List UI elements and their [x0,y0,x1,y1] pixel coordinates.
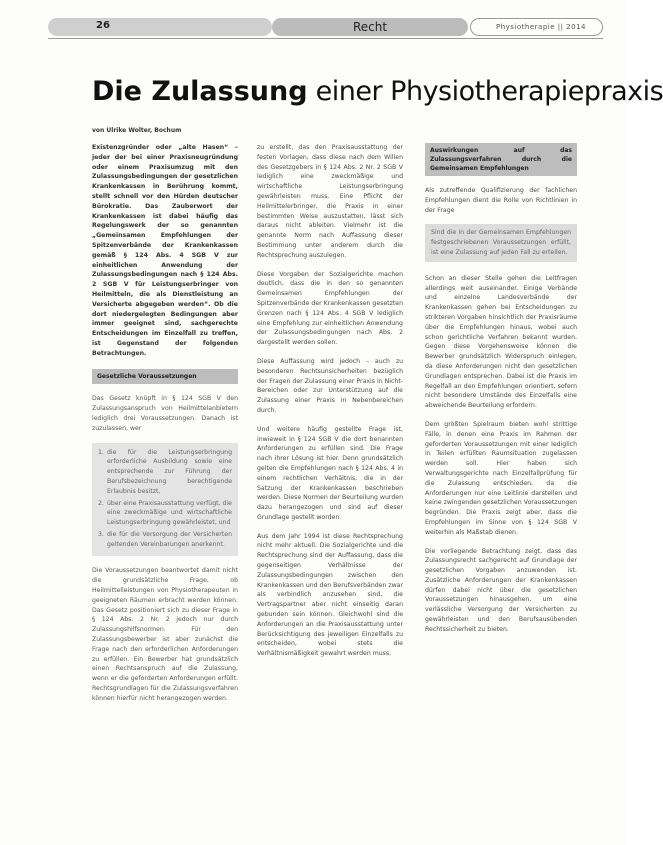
page-number: 26 [96,20,110,31]
body-paragraph: Das Gesetz knüpft in § 124 SGB V den Zulassungsanspruch von Heilmittelanbietern lediglich drei Voraussetzungen. Danach ist zuzulassen, wer [92,395,238,432]
header-rule [48,38,603,39]
title-bold: Die Zulassung [92,76,308,107]
list-item: 3. die für die Versorgung der Versicherten geltenden Vereinbarungen anerkennt. [98,530,232,548]
subheading-gesetzliche: Gesetzliche Voraussetzungen [92,369,238,385]
column-3 [425,143,577,644]
column-2 [257,143,403,668]
body-paragraph: Die Voraussetzungen beantwortet damit nicht die grundsätzliche Frage, ob Heilmittelleistungen von Physiotherapeuten in geeigneten Räumen erbracht werden können. Das Gesetz positioniert sich zu dieser Frage in § 124 Abs. 2 Nr. 2 jedoch nur durch Zulassungshilfsnormen. Für den Zulassungsbewerber ist aber zunächst die Frage nach den erforderlichen Anforderungen zu erfüllen. Ein Bewerber hat grundsätzlich einen Rechtsanspruch auf die Zulassung, wenn er die geforderten Anforderungen erfüllt. Rechtsgrundlagen für die Zulassungsverfahren können hierfür nicht herangezogen werden. [92,567,238,702]
column-1 [92,143,238,713]
intro-paragraph: Existenzgründer oder „alte Hasen“ – jeder der bei einer Praxisneugründung oder einem Praxisumzug mit den Zulassungsbedingungen der gesetzlichen Krankenkassen in Berührung kommt, stellt schnell vor den Hürden deutscher Bürokratie. Das Zauberwort der Krankenkassen ist dabei häufig das Regelungswerk der so genannten „Gemeinsamen Empfehlungen der Spitzenverbände der Krankenkassen gemäß § 124 Abs. 4 SGB V zur einheitlichen Anwendung der Zulassungsbedingungen nach § 124 Abs. 2 SGB V für Leistungserbringer von Heilmitteln, die als Dienstleistung an Versicherte abgegeben werden“. Ob die dort niedergelegten Bedingungen aber immer geeignet sind, sachgerechte Entscheidungen im Einzelfall zu treffen, ist Gegenstand der folgenden Betrachtungen. [92,144,238,357]
body-paragraph: Diese Auffassung wird jedoch – auch zu besonderen Rechtsunsicherheiten bezüglich der Fragen der Zulassung einer Praxis in Nicht-Bereichen oder zur Unterstützung auf die Zulassung einer Praxis in Nebenbereichen durch. [257,357,403,414]
subheading-auswirkungen: Auswirkungen auf das Zulassungsverfahren durch die Gemeinsamen Empfehlungen [425,143,577,176]
header-section: Recht [272,18,468,36]
highlight-box: Sind die in der Gemeinsamen Empfehlungen festgeschriebenen Voraussetzungen erfüllt, ist eine Zulassung auf jeden Fall zu erteilen. [425,224,577,261]
title-regular: einer Physiotherapiepraxis [307,76,663,107]
body-paragraph: Als zutreffende Qualifizierung der fachlichen Empfehlungen dient die Rolle von Richtlinien in der Frage [425,187,577,214]
header-page-tab [48,18,272,36]
body-paragraph: Die vorliegende Betrachtung zeigt, dass das Zulassungsrecht sachgerecht auf Grundlage der gesetzlichen Vorgaben anzuwenden ist. Zusätzliche Anforderungen der Krankenkassen dürfen dabei nicht über die gesetzlichen Voraussetzungen hinausgehen, um eine verlässliche Versorgung der Versicherten zu gewährleisten und den Berufsausübenden Rechtssicherheit zu bieten. [425,547,577,633]
article-title [92,76,663,107]
body-paragraph: Diese Vorgaben der Sozialgerichte machen deutlich, dass die in den so genannten Gemeinsamen Empfehlungen der Spitzenverbände der Krankenkassen gesetzten Grenzen nach § 124 Abs. 4 SGB V lediglich eine Empfehlung zur einheitlichen Anwendung der Zulassungsbedingungen nach Abs. 2 dargestellt werden sollen. [257,270,403,347]
body-paragraph: Dem größten Spielraum bieten wohl strittige Fälle, in denen eine Praxis im Rahmen der geforderten Voraussetzungen mit einer lediglich in Teilen erfüllten Raumsituation zugelassen werden soll. Hier haben sich Verwaltungsgerichte nach Einzelfallprüfung für die Zulassung entschieden, da die Anforderungen nur eine Leitlinie darstellen und keine zwingenden gesetzlichen Voraussetzungen begründen. Die Praxis zeigt aber, dass die Empfehlungen im Sinne von § 124 SGB V weiterhin als Maßstab dienen. [425,420,577,536]
header-issue: Physiotherapie || 2014 [470,18,603,36]
article-author: von Ulrike Wolter, Bochum [92,127,182,134]
body-paragraph: Schon an dieser Stelle gehen die Leitfragen allerdings weit auseinander. Einige Verbände und einzelne Landesverbände der Krankenkassen gehen bei Entscheidungen zu strikteren Vorgaben hinsichtlich der Praxisräume über die Empfehlungen hinaus, wobei auch schon gerichtliche Verfahren bekannt wurden. Gegen diese Vorgehensweise können die Bewerber grundsätzlich Widerspruch einlegen, da diese Anforderungen nicht den gesetzlichen Grundlagen entsprechen. Dabei ist die Praxis im Regelfall an den Empfehlungen orientiert, sofern nicht besondere Umstände des Einzelfalls eine abweichende Beurteilung erfordern. [425,274,577,410]
list-item: 2. über eine Praxisausstattung verfügt, die eine zweckmäßige und wirtschaftliche Leistungserbringung gewährleistet, und [98,499,232,527]
body-paragraph: zu erstellt, das den Praxisausstattung der festen Vorlagen, dass diese nach dem Willen des Gesetzgebers in § 124 Abs. 2 Nr. 2 SGB V lediglich eine zweckmäßige und wirtschaftliche Leistungserbringung gewährleisten muss. Eine Pflicht der Heilmittelerbringer, die Praxis in einer bestimmten Weise auszustatten, lässt sich daraus nicht ableiten. Vielmehr ist die genannte Norm nach Auffassung dieser Bestimmung unter anderem durch die Rechtsprechung auszulegen. [257,144,403,259]
body-paragraph: Und weitere häufig gestellte Frage ist, inwieweit in § 124 SGB V die dort benannten Anforderungen zu erfüllen sind. Die Frage nach ihrer Lösung ist hier. Denn grundsätzlich gelten die Empfehlungen nach § 124 Abs. 4 in einem rechtlichen Verhältnis, die in der Satzung der Krankenkassen beschrieben werden. Diese Normen der Beurteilung wurden dazu herangezogen und sind auf dieser Grundlage gestellt worden. [257,425,403,521]
body-paragraph: Aus dem Jahr 1994 ist diese Rechtsprechung nicht mehr aktuell. Die Sozialgerichte und die Rechtsprechung sind der Auffassung, dass die gegenseitigen Verhältnisse der Zulassungsbedingungen zwischen den Krankenkassen und den Berufsverbänden zwar als verbindlich anzusehen sind, die Vertragspartner aber nicht einseitig daran gebunden sein können. Gleichwohl sind die Anforderungen an die Praxisausstattung unter Berücksichtigung des jeweiligen Einzelfalls zu entscheiden, wobei stets die Verhältnismäßigkeit gewahrt werden muss. [257,532,404,658]
list-item: 1. die für die Leistungserbringung erforderliche Ausbildung sowie eine entsprechende zur Führung der Berufsbezeichnung berechtigende Erlaubnis besitzt, [98,448,232,495]
requirements-list [92,443,238,557]
